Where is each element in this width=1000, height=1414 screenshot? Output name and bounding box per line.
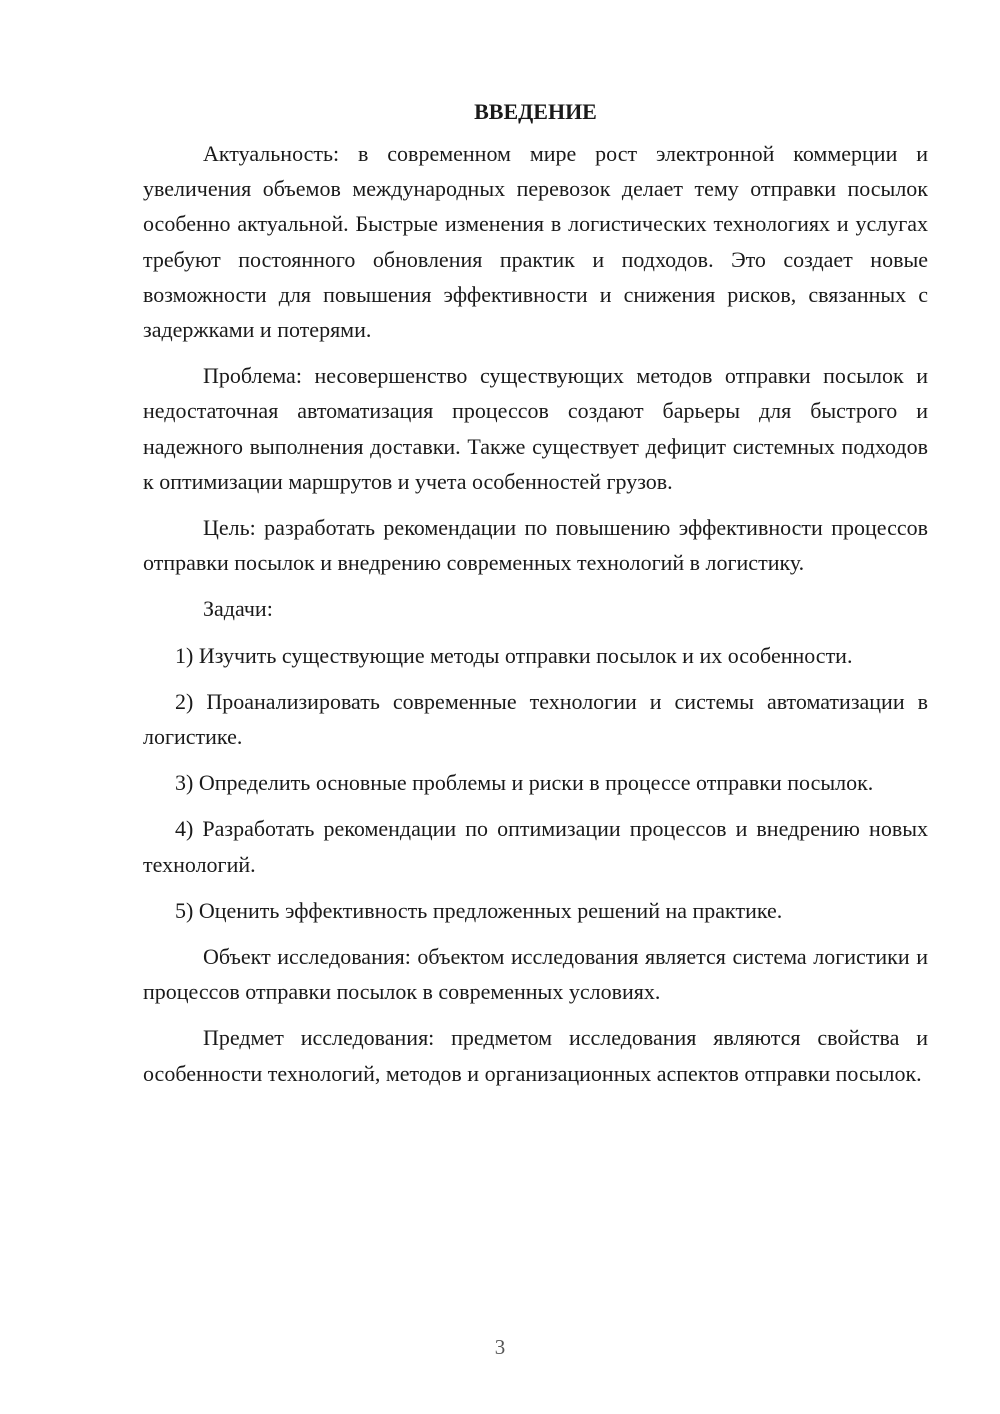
task-item-3: 3) Определить основные проблемы и риски в процессе отправки посылок.: [175, 770, 874, 796]
goal-paragraph: Цель: разработать рекомендации по повышению эффективности процессов отправки посылок и внедрению современных технологий в логистику.: [143, 515, 928, 576]
task-item-2: 2) Проанализировать современные технологии и системы автоматизации в логистике.: [143, 688, 928, 750]
problem-paragraph: Проблема: несовершенство существующих методов отправки посылок и недостаточная автоматизация процессов создают барьеры для быстрого и надежного выполнения доставки. Также существует дефицит системных подходов к оптимизации маршрутов и учета особенностей грузов.: [143, 363, 928, 494]
section-title: ВВЕДЕНИЕ: [474, 99, 597, 124]
subject-paragraph: Предмет исследования: предметом исследования являются свойства и особенности технологий, методов и организационных аспектов отправки посылок.: [143, 1025, 928, 1086]
relevance-paragraph: Актуальность: в современном мире рост электронной коммерции и увеличения объемов международных перевозок делает тему отправки посылок особенно актуальной. Быстрые изменения в логистических технологиях и услугах требуют постоянного обновления практик и подходов. Это создает новые возможности для повышения эффективности и снижения рисков, связанных с задержками и потерями.: [143, 141, 928, 343]
task-item-1: 1) Изучить существующие методы отправки посылок и их особенности.: [175, 642, 853, 668]
task-item-4: 4) Разработать рекомендации по оптимизации процессов и внедрению новых технологий.: [143, 816, 928, 877]
page-content: [143, 94, 928, 1102]
task-item-5: 5) Оценить эффективность предложенных решений на практике.: [175, 897, 783, 923]
object-paragraph: Объект исследования: объектом исследования является система логистики и процессов отправки посылок в современных условиях.: [143, 944, 928, 1005]
page-number: 3: [494, 1335, 506, 1359]
tasks-heading: Задачи:: [203, 596, 273, 622]
